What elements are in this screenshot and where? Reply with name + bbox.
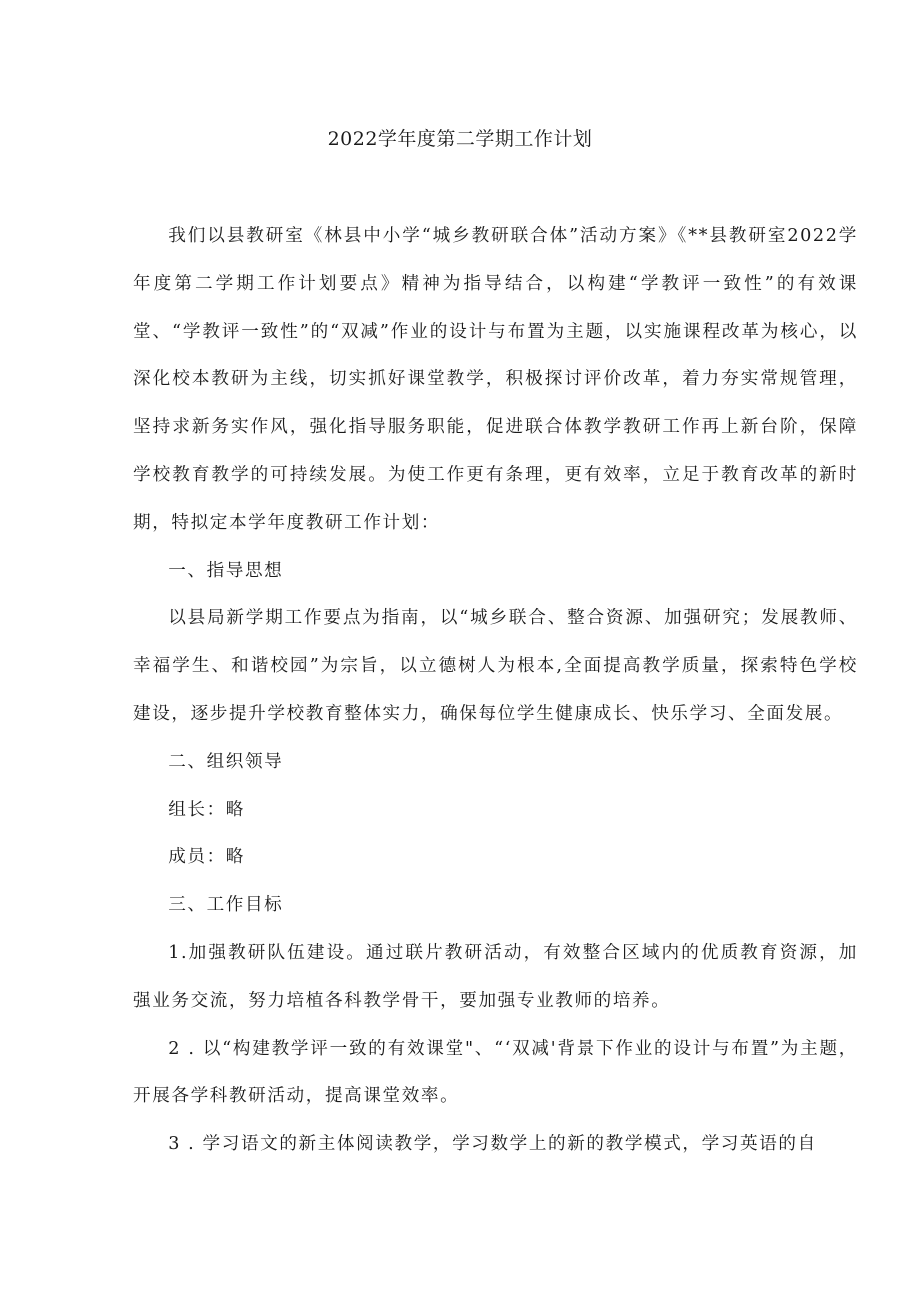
paragraph-goal-1: 1.加强教研队伍建设。通过联片教研活动，有效整合区域内的优质教育资源，加强业务交流，努力培植各科教学骨干，要加强专业教师的培养。 bbox=[133, 942, 858, 1011]
paragraph-goal-2: 2 . 以“构建教学评一致的有效课堂"、“‘双减'背景下作业的设计与布置”为主题，开展各学科教研活动，提高课堂效率。 bbox=[133, 1038, 858, 1107]
heading-guiding-ideology: 一、指导思想 bbox=[168, 560, 284, 581]
document-title: 2022学年度第二学期工作计划 bbox=[327, 128, 593, 150]
heading-organization: 二、组织领导 bbox=[168, 751, 284, 772]
paragraph-intro: 我们以县教研室《林县中小学“城乡教研联合体”活动方案》《**县教研室2022学年度第二学期工作计划要点》精神为指导结合，以构建“学教评一致性”的有效课堂、“学教评一致性”的“双减”作业的设计与布置为主题，以实施课程改革为核心，以深化校本教研为主线，切实抓好课堂教学，积极探讨评价改革，着力夯实常规管理，坚持求新务实作风，强化指导服务职能，促进联合体教学教研工作再上新台阶，保障学校教育教学的可持续发展。为使工作更有条理，更有效率，立足于教育改革的新时期，特拟定本学年度教研工作计划： bbox=[133, 226, 858, 533]
paragraph-goal-3: 3 . 学习语文的新主体阅读教学，学习数学上的新的教学模式，学习英语的自 bbox=[168, 1134, 817, 1155]
paragraph-guiding-ideology: 以县局新学期工作要点为指南，以“城乡联合、整合资源、加强研究；发展教师、幸福学生、和谐校园”为宗旨，以立德树人为根本,全面提高教学质量，探索特色学校建设，逐步提升学校教育整体实力，确保每位学生健康成长、快乐学习、全面发展。 bbox=[133, 608, 858, 724]
paragraph-group-leader: 组长：略 bbox=[168, 799, 245, 820]
heading-work-goals: 三、工作目标 bbox=[168, 895, 284, 916]
paragraph-members: 成员：略 bbox=[168, 847, 245, 868]
document-body bbox=[133, 213, 858, 1169]
